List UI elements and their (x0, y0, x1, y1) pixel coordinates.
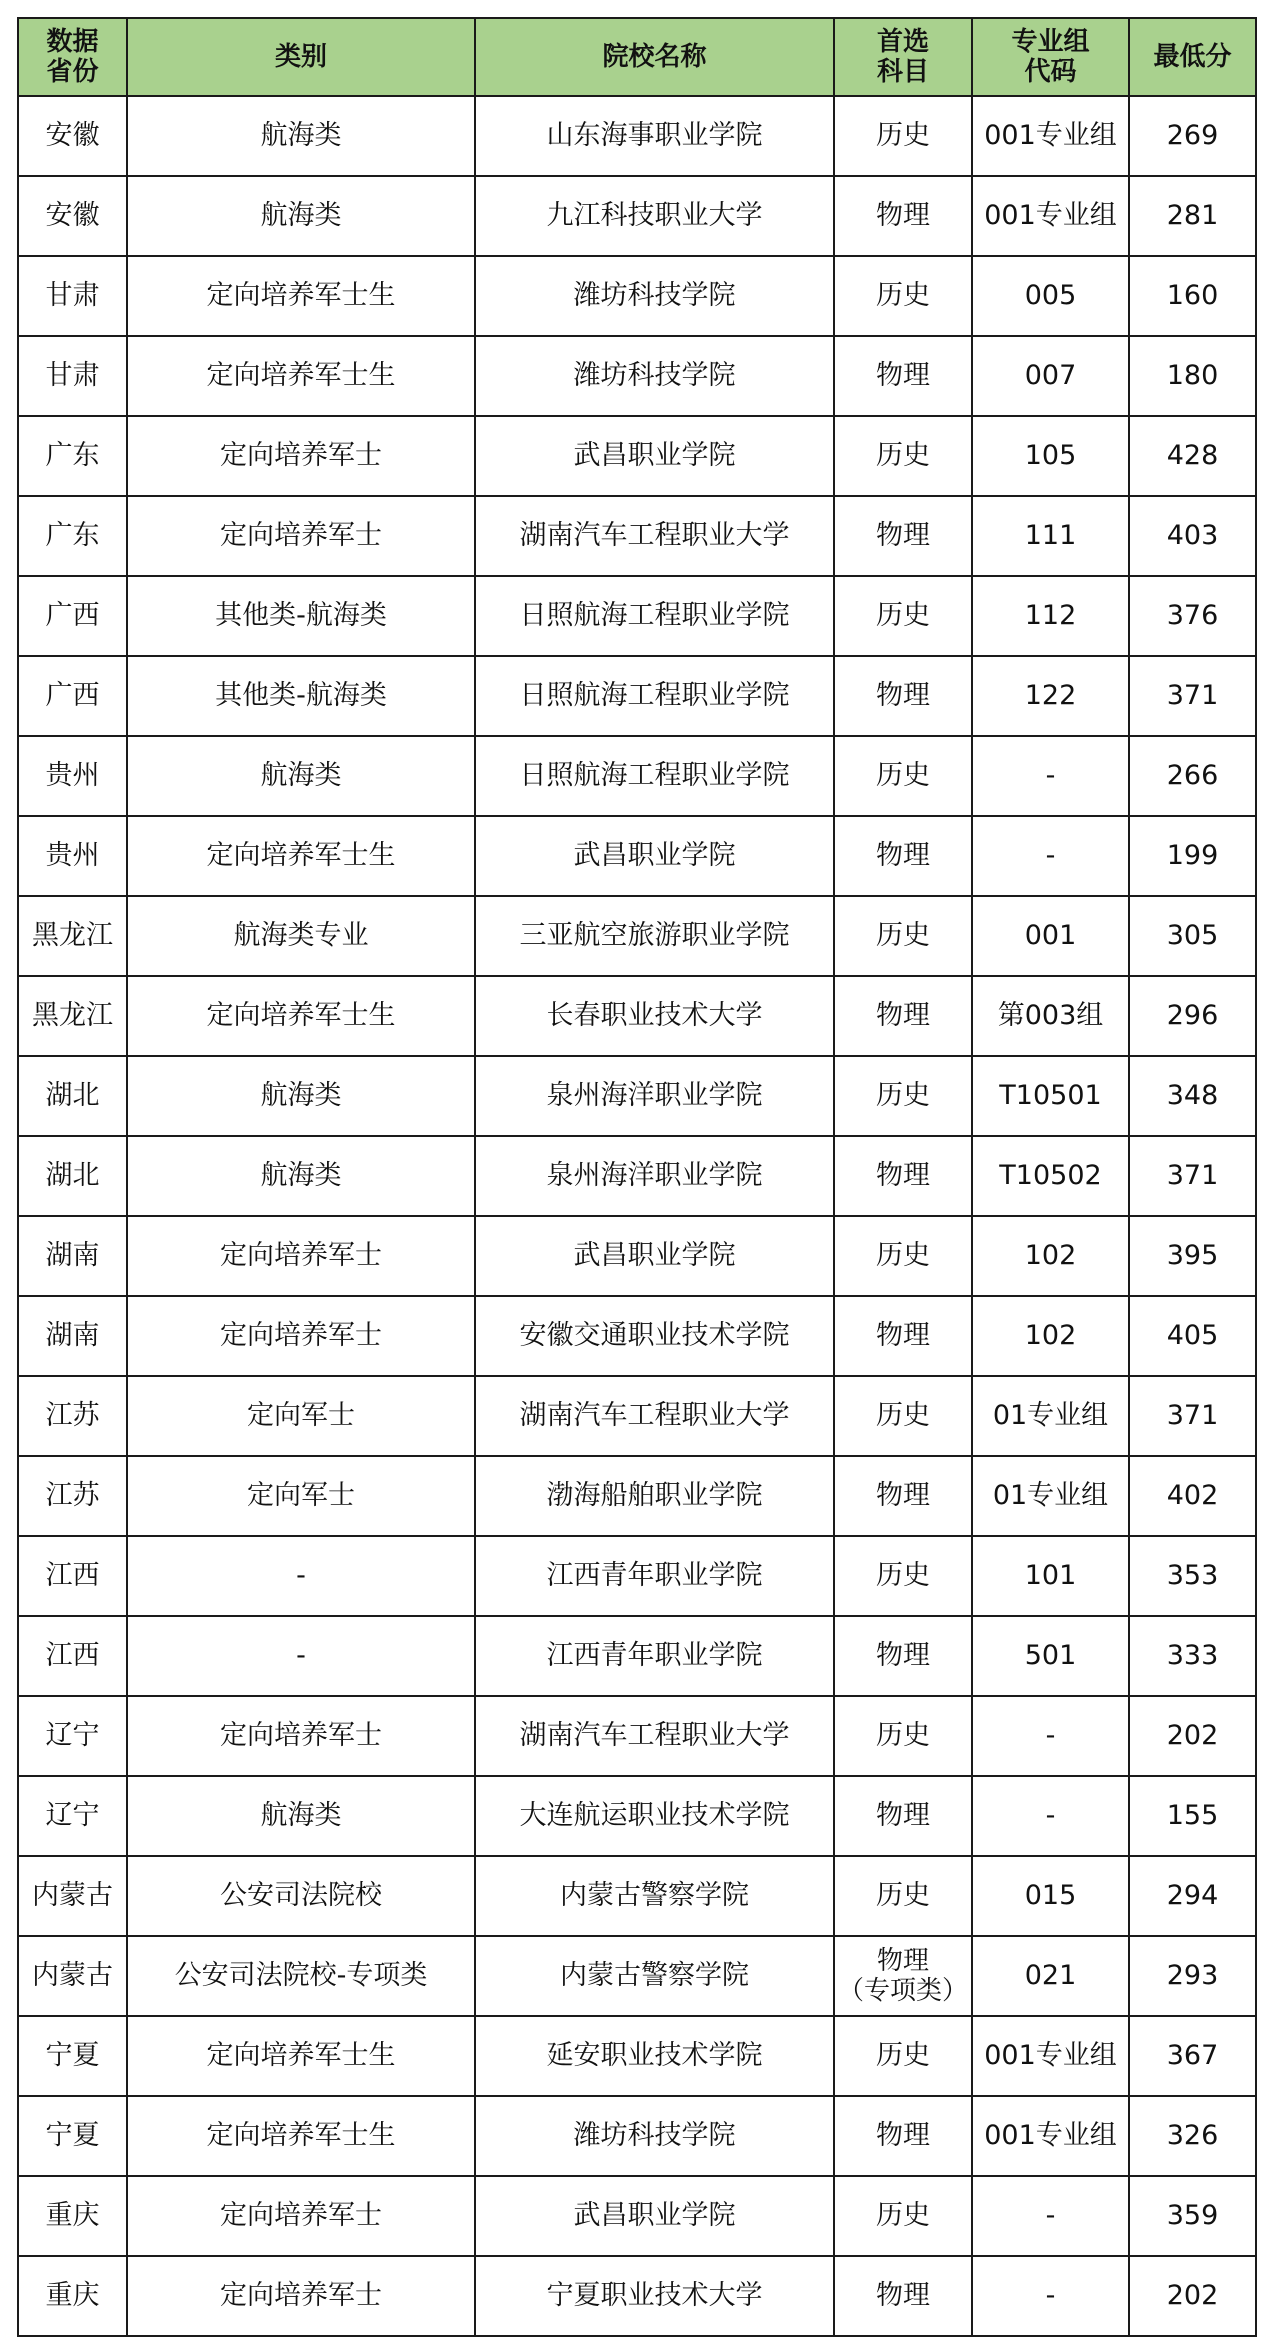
cell-school: 日照航海工程职业学院 (475, 576, 834, 656)
cell-group-code: 111 (972, 496, 1129, 576)
cell-subject: 历史 (834, 1216, 972, 1296)
cell-category: 航海类 (127, 1056, 475, 1136)
table-row (18, 976, 1256, 1056)
cell-min-score: 371 (1129, 656, 1256, 736)
cell-min-score: 367 (1129, 2016, 1256, 2096)
cell-school: 山东海事职业学院 (475, 96, 834, 176)
table-row (18, 336, 1256, 416)
table-row (18, 1696, 1256, 1776)
cell-school: 三亚航空旅游职业学院 (475, 896, 834, 976)
cell-min-score: 405 (1129, 1296, 1256, 1376)
cell-category: - (127, 1536, 475, 1616)
table-row (18, 1056, 1256, 1136)
table-row (18, 1616, 1256, 1696)
table-row (18, 1936, 1256, 2016)
cell-school: 泉州海洋职业学院 (475, 1136, 834, 1216)
cell-province: 广东 (18, 416, 127, 496)
table-row (18, 1296, 1256, 1376)
cell-min-score: 202 (1129, 1696, 1256, 1776)
cell-province: 甘肃 (18, 336, 127, 416)
cell-province: 内蒙古 (18, 1936, 127, 2016)
cell-subject: 历史 (834, 896, 972, 976)
cell-category: 定向培养军士生 (127, 2016, 475, 2096)
cell-min-score: 305 (1129, 896, 1256, 976)
cell-province: 安徽 (18, 96, 127, 176)
table-row (18, 1856, 1256, 1936)
cell-min-score: 371 (1129, 1136, 1256, 1216)
cell-subject: 历史 (834, 736, 972, 816)
cell-group-code: 021 (972, 1936, 1129, 2016)
cell-category: 其他类-航海类 (127, 576, 475, 656)
cell-category: 定向军士 (127, 1456, 475, 1536)
cell-subject: 物理 (834, 1776, 972, 1856)
cell-category: 航海类 (127, 176, 475, 256)
header-province: 数据 省份 (18, 18, 127, 96)
cell-province: 甘肃 (18, 256, 127, 336)
table-row (18, 656, 1256, 736)
cell-group-code: 112 (972, 576, 1129, 656)
cell-category: 定向培养军士 (127, 416, 475, 496)
cell-school: 日照航海工程职业学院 (475, 736, 834, 816)
cell-subject: 物理 (834, 656, 972, 736)
cell-category: 定向军士 (127, 1376, 475, 1456)
cell-min-score: 155 (1129, 1776, 1256, 1856)
table-row (18, 2176, 1256, 2256)
cell-school: 大连航运职业技术学院 (475, 1776, 834, 1856)
cell-category: 其他类-航海类 (127, 656, 475, 736)
cell-province: 内蒙古 (18, 1856, 127, 1936)
table-row (18, 1136, 1256, 1216)
cell-subject: 物理 (834, 2256, 972, 2336)
cell-subject: 物理 (834, 1616, 972, 1696)
cell-group-code: 001专业组 (972, 2016, 1129, 2096)
cell-min-score: 348 (1129, 1056, 1256, 1136)
cell-min-score: 402 (1129, 1456, 1256, 1536)
cell-province: 宁夏 (18, 2096, 127, 2176)
cell-min-score: 199 (1129, 816, 1256, 896)
cell-school: 内蒙古警察学院 (475, 1856, 834, 1936)
table-row (18, 1216, 1256, 1296)
cell-min-score: 160 (1129, 256, 1256, 336)
cell-subject: 物理 (834, 1456, 972, 1536)
header-category: 类别 (127, 18, 475, 96)
cell-min-score: 293 (1129, 1936, 1256, 2016)
cell-group-code: - (972, 736, 1129, 816)
cell-school: 九江科技职业大学 (475, 176, 834, 256)
cell-min-score: 359 (1129, 2176, 1256, 2256)
cell-subject: 历史 (834, 416, 972, 496)
cell-category: 航海类专业 (127, 896, 475, 976)
cell-school: 潍坊科技学院 (475, 256, 834, 336)
cell-subject: 历史 (834, 1696, 972, 1776)
table-row (18, 1456, 1256, 1536)
cell-min-score: 266 (1129, 736, 1256, 816)
cell-school: 潍坊科技学院 (475, 2096, 834, 2176)
cell-province: 安徽 (18, 176, 127, 256)
cell-category: 定向培养军士 (127, 2256, 475, 2336)
table-row (18, 496, 1256, 576)
cell-min-score: 202 (1129, 2256, 1256, 2336)
table-row (18, 2016, 1256, 2096)
cell-province: 重庆 (18, 2176, 127, 2256)
cell-category: 定向培养军士生 (127, 256, 475, 336)
cell-subject: 历史 (834, 256, 972, 336)
table-row (18, 896, 1256, 976)
cell-category: 航海类 (127, 1136, 475, 1216)
cell-province: 贵州 (18, 816, 127, 896)
cell-group-code: T10502 (972, 1136, 1129, 1216)
cell-province: 广东 (18, 496, 127, 576)
cell-category: 定向培养军士生 (127, 2096, 475, 2176)
cell-subject: 物理 (834, 816, 972, 896)
cell-province: 黑龙江 (18, 976, 127, 1056)
cell-school: 江西青年职业学院 (475, 1616, 834, 1696)
cell-subject: 物理 (834, 496, 972, 576)
cell-group-code: - (972, 2256, 1129, 2336)
cell-category: 航海类 (127, 96, 475, 176)
cell-category: 定向培养军士 (127, 1216, 475, 1296)
cell-category: 公安司法院校-专项类 (127, 1936, 475, 2016)
cell-group-code: 007 (972, 336, 1129, 416)
cell-province: 广西 (18, 656, 127, 736)
cell-province: 辽宁 (18, 1776, 127, 1856)
cell-school: 延安职业技术学院 (475, 2016, 834, 2096)
header-school: 院校名称 (475, 18, 834, 96)
cell-subject (834, 1936, 972, 2016)
table-row (18, 256, 1256, 336)
table-row (18, 2096, 1256, 2176)
cell-category: 定向培养军士生 (127, 336, 475, 416)
cell-min-score: 353 (1129, 1536, 1256, 1616)
table-row (18, 576, 1256, 656)
cell-subject: 历史 (834, 2016, 972, 2096)
table-row (18, 816, 1256, 896)
cell-min-score: 376 (1129, 576, 1256, 656)
cell-subject: 物理 (834, 176, 972, 256)
admission-table-container (17, 17, 1255, 2337)
table-row (18, 1776, 1256, 1856)
cell-school: 日照航海工程职业学院 (475, 656, 834, 736)
cell-province: 湖北 (18, 1056, 127, 1136)
cell-group-code: - (972, 816, 1129, 896)
cell-category: 定向培养军士 (127, 496, 475, 576)
cell-province: 江苏 (18, 1456, 127, 1536)
cell-min-score: 281 (1129, 176, 1256, 256)
cell-school: 湖南汽车工程职业大学 (475, 1696, 834, 1776)
header-subject: 首选 科目 (834, 18, 972, 96)
cell-subject: 历史 (834, 2176, 972, 2256)
cell-school: 湖南汽车工程职业大学 (475, 496, 834, 576)
cell-group-code: 501 (972, 1616, 1129, 1696)
cell-province: 广西 (18, 576, 127, 656)
cell-subject: 历史 (834, 1856, 972, 1936)
cell-group-code: T10501 (972, 1056, 1129, 1136)
cell-school: 武昌职业学院 (475, 816, 834, 896)
cell-category: 定向培养军士 (127, 2176, 475, 2256)
cell-province: 重庆 (18, 2256, 127, 2336)
cell-min-score: 180 (1129, 336, 1256, 416)
table-row (18, 1536, 1256, 1616)
cell-school: 潍坊科技学院 (475, 336, 834, 416)
cell-province: 黑龙江 (18, 896, 127, 976)
cell-subject: 历史 (834, 96, 972, 176)
cell-min-score: 294 (1129, 1856, 1256, 1936)
cell-province: 宁夏 (18, 2016, 127, 2096)
cell-subject: 物理 (834, 336, 972, 416)
cell-province: 湖南 (18, 1216, 127, 1296)
header-min-score: 最低分 (1129, 18, 1256, 96)
cell-category: 定向培养军士生 (127, 816, 475, 896)
cell-group-code: 第003组 (972, 976, 1129, 1056)
cell-group-code: 01专业组 (972, 1456, 1129, 1536)
cell-province: 江西 (18, 1616, 127, 1696)
cell-province: 湖南 (18, 1296, 127, 1376)
cell-group-code: 122 (972, 656, 1129, 736)
cell-category: 定向培养军士 (127, 1296, 475, 1376)
cell-group-code: - (972, 2176, 1129, 2256)
cell-subject: 历史 (834, 576, 972, 656)
cell-min-score: 333 (1129, 1616, 1256, 1696)
cell-school: 湖南汽车工程职业大学 (475, 1376, 834, 1456)
cell-group-code: - (972, 1776, 1129, 1856)
cell-group-code: 015 (972, 1856, 1129, 1936)
table-row (18, 416, 1256, 496)
cell-group-code: 001专业组 (972, 96, 1129, 176)
cell-school: 内蒙古警察学院 (475, 1936, 834, 2016)
table-row (18, 736, 1256, 816)
cell-province: 江西 (18, 1536, 127, 1616)
cell-school: 江西青年职业学院 (475, 1536, 834, 1616)
table-row (18, 2256, 1256, 2336)
cell-subject: 物理 (834, 976, 972, 1056)
cell-group-code: 001专业组 (972, 176, 1129, 256)
cell-min-score: 326 (1129, 2096, 1256, 2176)
cell-group-code: 001专业组 (972, 2096, 1129, 2176)
cell-group-code: 101 (972, 1536, 1129, 1616)
cell-school: 渤海船舶职业学院 (475, 1456, 834, 1536)
cell-subject: 物理 (834, 1136, 972, 1216)
cell-min-score: 395 (1129, 1216, 1256, 1296)
cell-category: 航海类 (127, 1776, 475, 1856)
subject-note: （专项类） (837, 1976, 968, 2006)
cell-min-score: 296 (1129, 976, 1256, 1056)
cell-category: - (127, 1616, 475, 1696)
cell-group-code: 105 (972, 416, 1129, 496)
cell-group-code: 102 (972, 1296, 1129, 1376)
cell-min-score: 269 (1129, 96, 1256, 176)
table-body (18, 96, 1256, 2336)
cell-group-code: - (972, 1696, 1129, 1776)
admission-scores-table (17, 17, 1257, 2337)
cell-subject: 物理 (834, 1296, 972, 1376)
cell-group-code: 005 (972, 256, 1129, 336)
cell-province: 贵州 (18, 736, 127, 816)
cell-group-code: 102 (972, 1216, 1129, 1296)
cell-subject: 历史 (834, 1536, 972, 1616)
cell-school: 长春职业技术大学 (475, 976, 834, 1056)
table-row (18, 96, 1256, 176)
cell-province: 辽宁 (18, 1696, 127, 1776)
cell-school: 宁夏职业技术大学 (475, 2256, 834, 2336)
cell-school: 安徽交通职业技术学院 (475, 1296, 834, 1376)
cell-subject: 历史 (834, 1056, 972, 1136)
table-header-row (18, 18, 1256, 96)
cell-group-code: 01专业组 (972, 1376, 1129, 1456)
cell-category: 航海类 (127, 736, 475, 816)
cell-min-score: 371 (1129, 1376, 1256, 1456)
cell-school: 武昌职业学院 (475, 416, 834, 496)
cell-province: 湖北 (18, 1136, 127, 1216)
table-row (18, 176, 1256, 256)
cell-school: 泉州海洋职业学院 (475, 1056, 834, 1136)
cell-subject: 物理 (834, 2096, 972, 2176)
cell-group-code: 001 (972, 896, 1129, 976)
cell-province: 江苏 (18, 1376, 127, 1456)
subject-label: 物理 (876, 1946, 929, 1976)
cell-category: 定向培养军士生 (127, 976, 475, 1056)
cell-min-score: 428 (1129, 416, 1256, 496)
cell-category: 定向培养军士 (127, 1696, 475, 1776)
cell-category: 公安司法院校 (127, 1856, 475, 1936)
cell-school: 武昌职业学院 (475, 2176, 834, 2256)
table-row (18, 1376, 1256, 1456)
header-group-code: 专业组 代码 (972, 18, 1129, 96)
cell-min-score: 403 (1129, 496, 1256, 576)
cell-school: 武昌职业学院 (475, 1216, 834, 1296)
cell-subject: 历史 (834, 1376, 972, 1456)
